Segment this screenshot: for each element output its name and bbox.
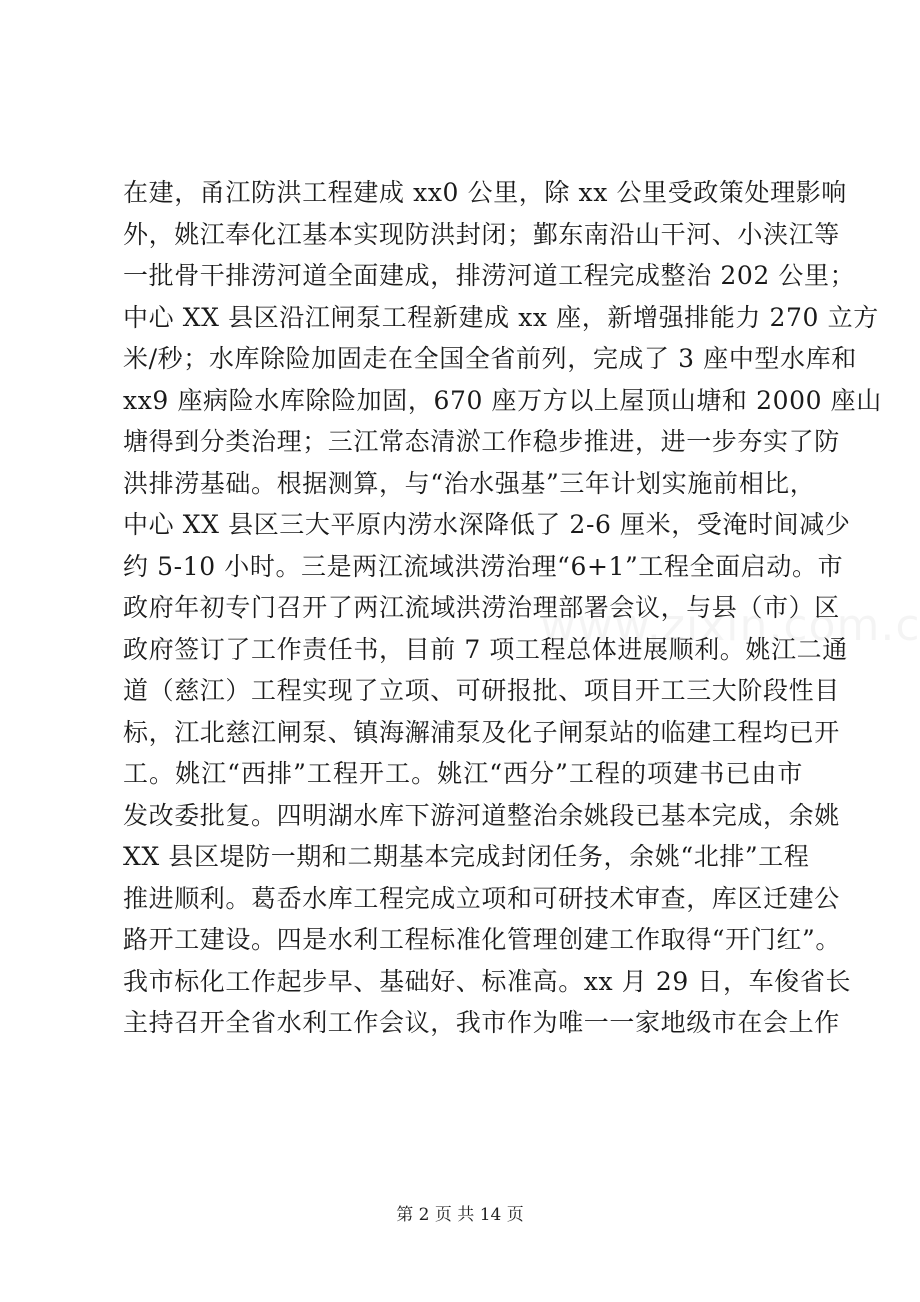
text-line: 外，姚江奉化江基本实现防洪封闭；鄞东南沿山干河、小浃江等: [123, 219, 840, 249]
text-line: 在建，甬江防洪工程建成 xx0 公里，除 xx 公里受政策处理影响: [123, 178, 847, 207]
text-line: 米/秒；水库除险加固走在全国全省前列，完成了 3 座中型水库和: [123, 344, 857, 373]
text-line: 一批骨干排涝河道全面建成，排涝河道工程完成整治 202 公里；: [123, 261, 856, 290]
text-line: 道（慈江）工程实现了立项、可研报批、项目开工三大阶段性目: [123, 676, 840, 705]
text-line: 政府签订了工作责任书，目前 7 项工程总体进展顺利。姚江二通: [123, 634, 848, 664]
text-line: 中心 XX 县区三大平原内涝水深降低了 2-6 厘米，受淹时间减少: [123, 510, 851, 539]
text-line: 约 5-10 小时。三是两江流域洪涝治理“6+1”工程全面启动。市: [123, 551, 844, 581]
text-line: 我市标化工作起步早、基础好、标准高。xx 月 29 日，车俊省长: [123, 966, 852, 996]
text-line: 发改委批复。四明湖水库下游河道整治余姚段已基本完成，余姚: [123, 800, 840, 830]
body-paragraph: [123, 172, 882, 1044]
text-line: 路开工建设。四是水利工程标准化管理创建工作取得“开门红”。: [123, 925, 841, 954]
text-line: 中心 XX 县区沿江闸泵工程新建成 xx 座，新增强排能力 270 立方: [123, 302, 879, 332]
text-line: 主持召开全省水利工作会议，我市作为唯一一家地级市在会上作: [123, 1008, 840, 1037]
text-line: 洪排涝基础。根据测算，与“治水强基”三年计划实施前相比，: [123, 468, 816, 498]
text-line: xx9 座病险水库除险加固，670 座万方以上屋顶山塘和 2000 座山: [123, 385, 882, 415]
text-line: 政府年初专门召开了两江流域洪涝治理部署会议，与县（市）区: [123, 593, 840, 622]
page-footer: 第 2 页 共 14 页: [396, 1205, 524, 1225]
text-line: 工。姚江“西排”工程开工。姚江“西分”工程的项建书已由市: [123, 759, 803, 788]
text-line: 推进顺利。葛岙水库工程完成立项和可研技术审查，库区迁建公: [123, 883, 840, 913]
text-line: 标，江北慈江闸泵、镇海澥浦泵及化子闸泵站的临建工程均已开: [123, 717, 840, 747]
text-line: XX 县区堤防一期和二期基本完成封闭任务，余姚“北排”工程: [123, 842, 810, 871]
text-line: 塘得到分类治理；三江常态清淤工作稳步推进，进一步夯实了防: [123, 427, 840, 456]
